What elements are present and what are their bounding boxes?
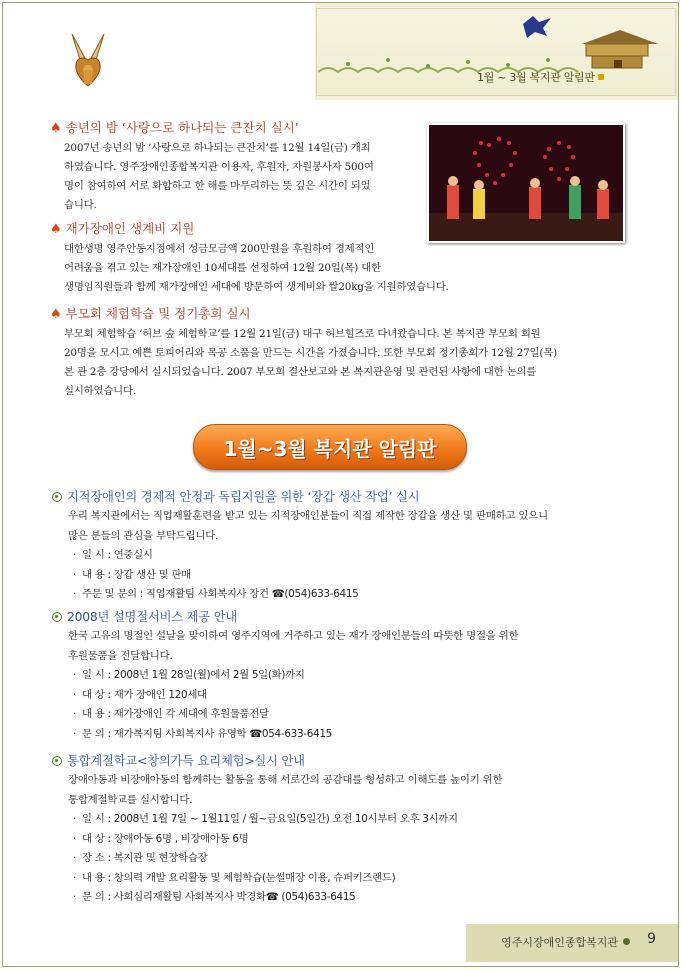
paragraph-line: 후원물품을 전달합니다. [68,649,173,662]
section-holiday-service [52,607,642,744]
detail-item: · 문 의 : 사회심리재활팀 사회복지사 박경화☎ (054)633-6415 [73,888,642,908]
section-title [50,118,420,136]
section-title [52,487,642,505]
paragraph-line: 우리 복지관에서는 직업재활훈련을 받고 있는 지적장애인분들이 직접 제작한 장갑을 생산 및 판매하고 있으니 [68,510,548,522]
paragraph-line: 실시하였습니다. [64,385,136,397]
paragraph-line: 20명을 모시고 예쁜 토피어리와 목공 소품을 만드는 시간을 가졌습니다. 또한 부모회 정기총회가 12월 27일(목) [64,347,557,359]
section-title [50,219,530,237]
paragraph-line: 하였습니다. 영주장애인종합복지관 이용자, 후원자, 자원봉사자 500여 [64,161,374,173]
paragraph-line: 한국 고유의 명절인 설날을 맞이하여 영주지역에 거주하고 있는 재가 장애인분들의 따뜻한 명절을 위한 [68,630,519,642]
section-title-text: 재가장애인 생계비 지원 [65,221,195,236]
paragraph-line: 어려움을 겪고 있는 재가장애인 10세대를 선정하여 12월 20일(목) 대한 [64,262,381,274]
header-title-marker [598,74,604,80]
header-title-text: 1월 ~ 3월 복지관 알림판 [477,71,595,84]
detail-item: · 대 상 : 장애아동 6명 , 비장애아동 6명 [73,830,642,850]
section-title [52,607,642,625]
section-glove-production [52,487,642,605]
header-title [477,69,604,85]
detail-list [73,546,642,605]
paragraph-line: 장애아동과 비장애아동의 함께하는 활동을 통해 서로간의 공감대를 형성하고 이해도를 높이기 위한 [68,774,503,786]
page-footer [466,924,678,962]
section-parents-meeting [50,304,650,401]
welfare-center-logo [58,30,118,90]
section-year-end-party [50,118,420,215]
spade-icon: ♠ [50,222,62,237]
detail-item: · 내 용 : 창의력 개발 요리활동 및 체험학습(눈썰매장 이용, 슈퍼키즈랜드) [73,869,642,889]
paragraph-line: 본 관 2층 강당에서 실시되었습니다. 2007 부모회 결산보고와 본 복지관운영 및 관련된 사항에 대한 논의를 [64,366,537,378]
paragraph-line: 2007년 송년의 밤 ‘사랑으로 하나되는 큰잔치’를 12월 14일(금) 개최 [64,142,371,154]
bullet-circle-icon [52,612,62,622]
section-title [52,751,642,769]
section-title-text: 지적장애인의 경제적 안정과 독립지원을 위한 ‘장갑 생산 작업’ 실시 [67,490,420,504]
section-living-support [50,219,530,297]
paragraph-line: 통합계절학교를 실시합니다. [68,793,193,806]
footer-dot-icon [623,938,630,945]
section-title-text: 2008년 설명절서비스 제공 안내 [67,610,238,624]
section-title [50,304,650,322]
paragraph-line: 대한생명 영주안동지점에서 성금모금액 200만원을 후원하여 경제적인 [64,243,375,255]
detail-item: · 일 시 : 2008년 1월 7일 ~ 1월11일 / 월~금요일(5일간) 오전 10시부터 오후 3시까지 [73,810,642,830]
spade-icon: ♠ [50,121,62,136]
detail-item: · 일 시 : 연중실시 [73,546,642,566]
detail-item: · 주문 및 문의 : 직업재활팀 사회복지사 장건 ☎(054)633-6415 [73,585,642,605]
detail-list [73,666,642,744]
banner-title: 1월~3월 복지관 알림판 [223,437,437,461]
detail-item: · 대 상 : 재가 장애인 120세대 [73,686,642,706]
detail-item: · 내 용 : 재가장애인 각 세대에 후원물품전달 [73,705,642,725]
detail-item: · 장 소 : 복지관 및 현장학습장 [73,849,642,869]
paragraph-line: 생명임직원들과 함께 재가장애인 세대에 방문하여 생계비와 쌀20kg을 지원하였습니다. [64,281,449,293]
bulletin-banner [193,424,467,470]
section-integrated-school [52,751,642,908]
paragraph-line: 많은 분들의 관심을 부탁드립니다. [68,529,219,542]
paragraph-line: 습니다. [64,199,97,211]
spade-icon: ♠ [50,307,62,322]
detail-item: · 일 시 : 2008년 1월 28일(월)에서 2월 5일(화)까지 [73,666,642,686]
detail-item: · 내 용 : 장갑 생산 및 판매 [73,566,642,586]
section-title-text: 통합계절학교<창의가득 요리체험>실시 안내 [67,754,305,768]
detail-item: · 문 의 : 재가복지팀 사회복지사 유영학 ☎054-633-6415 [73,725,642,745]
paragraph-line: 명이 참여하여 서로 화합하고 한 해를 마무리하는 뜻 깊은 시간이 되었 [64,180,371,192]
section-title-text: 부모회 체험학습 및 정기총회 실시 [65,306,251,321]
bullet-circle-icon [52,492,62,502]
bullet-circle-icon [52,756,62,766]
footer-org-name: 영주시장애인종합복지관 [501,936,618,949]
detail-list [73,810,642,908]
page-number: 9 [647,931,656,947]
section-title-text: 송년의 밤 ‘사랑으로 하나되는 큰잔치 실시’ [65,120,299,135]
paragraph-line: 부모회 체험학습 ‘허브 숲 체험학교’를 12월 21일(금) 대구 허브힐즈로 다녀왔습니다. 본 복지관 부모회 회원 [64,328,541,340]
